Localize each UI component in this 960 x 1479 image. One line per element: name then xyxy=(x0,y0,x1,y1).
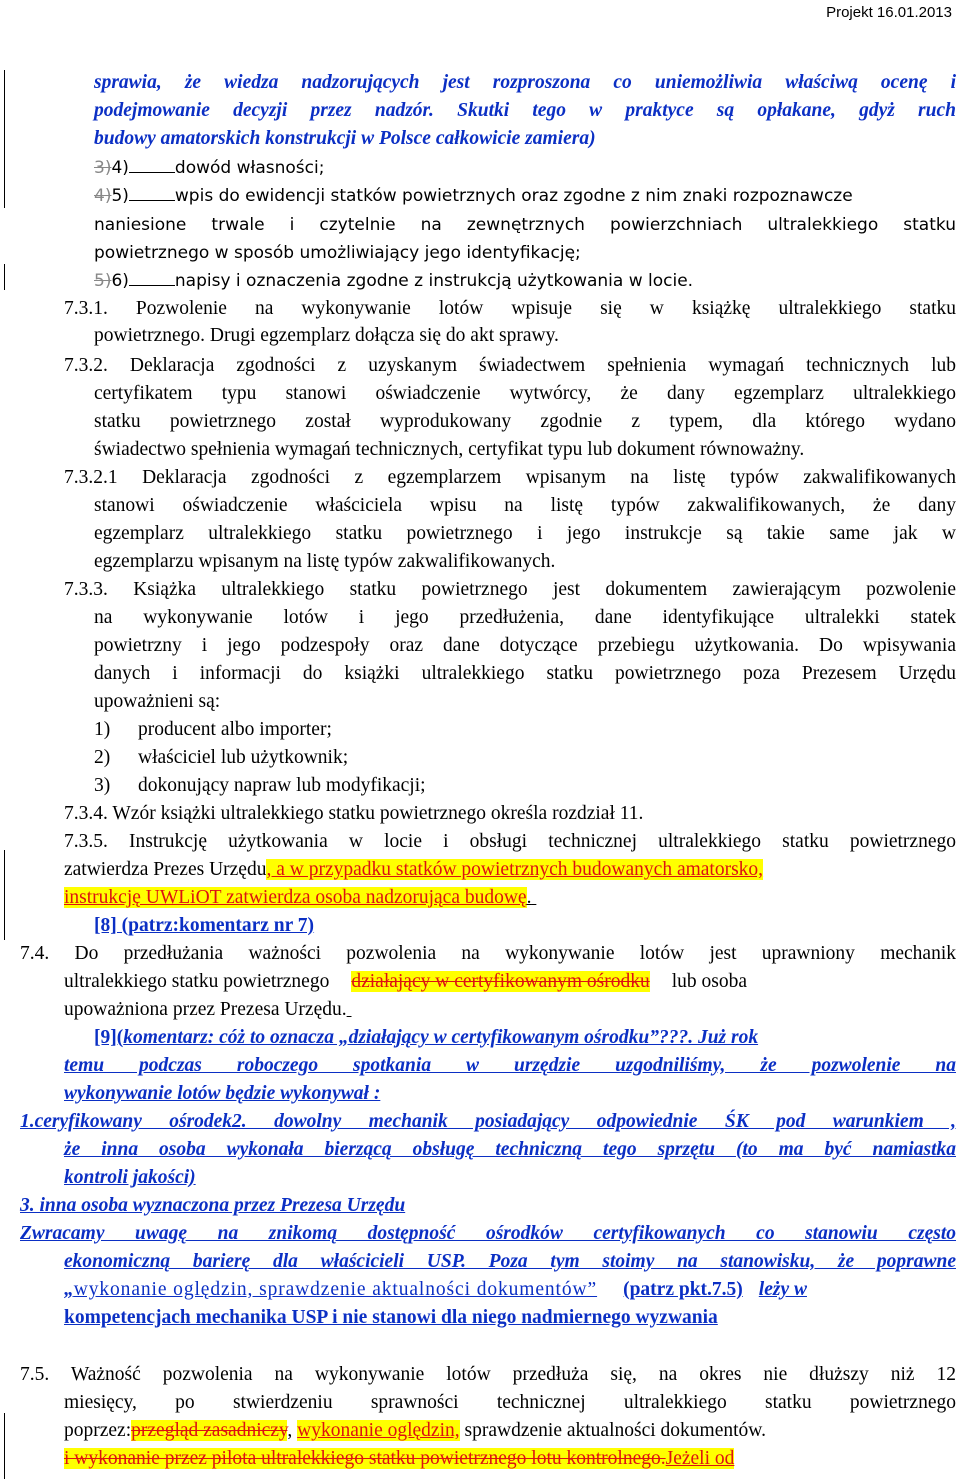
paragraph-line: 7.3.2.1 Deklaracja zgodności z egzemplarzem wpisanym na listę typów zakwalifikowanych xyxy=(64,467,956,488)
comment-reference: [9]( xyxy=(94,1027,124,1048)
paragraph-line: 7.3.3. Książka ultralekkiego statku powietrznego jest dokumentem zawierającym pozwolenie xyxy=(64,579,956,600)
item-number: 3) xyxy=(94,775,111,796)
document-header: Projekt 16.01.2013 xyxy=(826,4,952,21)
paragraph-line: danych i informacji do książki ultralekkiego statku powietrznego poza Prezesem Urzędu xyxy=(94,663,956,684)
item-continuation: naniesione trwale i czytelnie na zewnętrznych powierzchniach ultralekkiego statku xyxy=(94,215,956,235)
normal-text: upoważniona przez Prezesa Urzędu. xyxy=(64,999,347,1020)
paragraph-line xyxy=(0,971,960,993)
comment-line: 3. inna osoba wyznaczona przez Prezesa Urzędu xyxy=(20,1195,406,1216)
paragraph-line: upoważnieni są: xyxy=(94,691,221,712)
list-item xyxy=(0,185,960,207)
paragraph-line xyxy=(0,887,960,909)
comment-line: ekonomiczną barierę dla właścicieli USP. Poza tym stoimy na stanowisku, że poprawne xyxy=(64,1251,956,1272)
deleted-number: 3) xyxy=(94,158,112,178)
item-number: 6) xyxy=(111,271,129,291)
deleted-number: 5) xyxy=(94,271,112,291)
paragraph-line: miesięcy, po stwierdzeniu sprawności technicznej ultralekkiego statku powietrznego xyxy=(64,1392,956,1413)
paragraph-line: na wykonywanie lotów i jego przedłużenia, dane identyfikujące ultralekki statek xyxy=(94,607,956,628)
paragraph-line: statku powietrznego został wyprodukowany zgodnie z typem, dla którego wydano xyxy=(94,411,956,432)
paragraph-line xyxy=(0,999,960,1021)
item-text: właściciel lub użytkownik; xyxy=(138,747,349,768)
item-text: napisy i oznaczenia zgodne z instrukcją użytkowania w locie. xyxy=(174,271,694,291)
list-item xyxy=(0,775,960,797)
comment-line: 1.ceryfikowany ośrodek2. dowolny mechanik posiadający odpowiednie ŚK pod warunkiem , xyxy=(20,1111,956,1132)
comment-reference[interactable]: [8] (patrz:komentarz nr 7) xyxy=(94,915,315,936)
comment-line: Zwracamy uwagę na znikomą dostępność ośrodków certyfikowanych co stanowiu często xyxy=(20,1223,956,1244)
item-number: 4) xyxy=(111,158,129,178)
paragraph-line: 7.3.5. Instrukcję użytkowania w locie i obsługi technicznej ultralekkiego statku powietrznego xyxy=(64,831,956,852)
deleted-text: przegląd zasadniczy xyxy=(131,1420,288,1441)
paragraph-line: certyfikatem typu stanowi oświadczenie wytwórcy, że dany egzemplarz ultralekkiego xyxy=(94,383,956,404)
item-number: 1) xyxy=(94,719,111,740)
paragraph-line: 7.3.2. Deklaracja zgodności z uzyskanym świadectwem spełnienia wymagań technicznych lub xyxy=(64,355,956,376)
normal-text: sprawdzenie aktualności dokumentów. xyxy=(459,1420,766,1441)
paragraph-line xyxy=(0,859,960,881)
paragraph-line: 7.4. Do przedłużania ważności pozwolenia na wykonywanie lotów jest uprawniony mechanik xyxy=(20,943,956,964)
paragraph-line: stanowi oświadczenie właściciela wpisu na listę typów zakwalifikowanych, że dany xyxy=(94,495,956,516)
deleted-number: 4) xyxy=(94,186,112,206)
list-item xyxy=(0,719,960,741)
comment-line: podejmowanie decyzji przez nadzór. Skutki tego w praktyce są opłakane, gdyż ruch xyxy=(94,100,956,121)
normal-text: ultralekkiego statku powietrznego xyxy=(64,971,330,992)
list-item xyxy=(0,270,960,292)
paragraph-line: egzemplarzu wpisanym na listę typów zakwalifikowanych. xyxy=(94,551,556,572)
comment-text: (patrz pkt.7.5) xyxy=(623,1279,743,1300)
paragraph-line xyxy=(0,1448,960,1470)
deleted-text: działający w certyfikowanym ośrodku xyxy=(351,971,650,992)
item-continuation: powietrznego w sposób umożliwiający jego identyfikację; xyxy=(94,243,581,263)
list-item xyxy=(0,157,960,179)
paragraph-line: 7.3.1. Pozwolenie na wykonywanie lotów wpisuje się w książkę ultralekkiego statku xyxy=(64,298,956,319)
comment-line: kontroli jakości) xyxy=(64,1167,196,1188)
paragraph-line: powietrznego. Drugi egzemplarz dołącza się do akt sprawy. xyxy=(94,325,559,346)
comment-text: wykonanie oględzin, sprawdzenie aktualności dokumentów” xyxy=(73,1279,598,1300)
normal-text: , xyxy=(287,1420,298,1441)
deleted-text: i wykonanie przez pilota ultralekkiego statku powietrznego lotu kontrolnego. xyxy=(64,1448,666,1469)
comment-line: że inna osoba wykonała bierzącą obsługę techniczną tego sprzętu (to ma być namiastka xyxy=(64,1139,956,1160)
inserted-text: , a w przypadku statków powietrznych budowanych amatorsko, xyxy=(266,859,764,880)
inserted-text: Jeżeli od xyxy=(665,1448,735,1469)
comment-line xyxy=(0,1279,960,1301)
inserted-text: instrukcję UWLiOT zatwierdza osoba nadzorująca budowę xyxy=(64,887,527,908)
paragraph-line: egzemplarz ultralekkiego statku powietrznego i jego instrukcje są takie same jak w xyxy=(94,523,956,544)
comment-text: „ xyxy=(64,1279,74,1300)
comment-line: kompetencjach mechanika USP i nie stanowi dla niego nadmiernego wyzwania xyxy=(64,1307,718,1328)
paragraph-line: powietrzny i jego podzespoły oraz dane dotyczące przebiegu użytkowania. Do wpisywania xyxy=(94,635,956,656)
item-text: producent albo importer; xyxy=(138,719,332,740)
item-text: wpis do ewidencji statków powietrznych oraz zgodne z nim znaki rozpoznawcze xyxy=(174,186,853,206)
item-text: dowód własności; xyxy=(174,158,325,178)
comment-text: komentarz: cóż to oznacza „działający w certyfikowanym ośrodku”???. Już rok xyxy=(123,1027,759,1048)
list-item xyxy=(0,747,960,769)
paragraph-line: świadectwo spełnienia wymagań technicznych, certyfikat typu lub dokument równoważny. xyxy=(94,439,805,460)
comment-line: sprawia, że wiedza nadzorujących jest rozproszona co uniemożliwia właściwą ocenę i xyxy=(94,72,956,93)
normal-text: poprzez: xyxy=(64,1420,132,1441)
item-number: 5) xyxy=(111,186,129,206)
comment-line: temu podczas roboczego spotkania w urzędzie uzgodniliśmy, że pozwolenie na xyxy=(64,1055,956,1076)
item-text: dokonujący napraw lub modyfikacji; xyxy=(138,775,426,796)
comment-line xyxy=(0,1027,956,1049)
inserted-text: wykonanie oględzin, xyxy=(297,1420,460,1441)
item-number: 2) xyxy=(94,747,111,768)
paragraph-line: 7.5. Ważność pozwolenia na wykonywanie lotów przedłuża się, na okres nie dłuższy niż 12 xyxy=(20,1364,956,1385)
normal-text: . xyxy=(526,887,532,908)
paragraph-line: 7.3.4. Wzór książki ultralekkiego statku powietrznego określa rozdział 11. xyxy=(64,803,644,824)
normal-text: lub osoba xyxy=(671,971,747,992)
normal-text: zatwierdza Prezes Urzędu xyxy=(64,859,267,880)
paragraph-line xyxy=(0,1420,960,1442)
comment-text: leży w xyxy=(758,1279,807,1300)
comment-line: wykonywanie lotów będzie wykonywał : xyxy=(64,1083,381,1104)
comment-line: budowy amatorskich konstrukcji w Polsce całkowicie zamiera) xyxy=(94,128,596,149)
